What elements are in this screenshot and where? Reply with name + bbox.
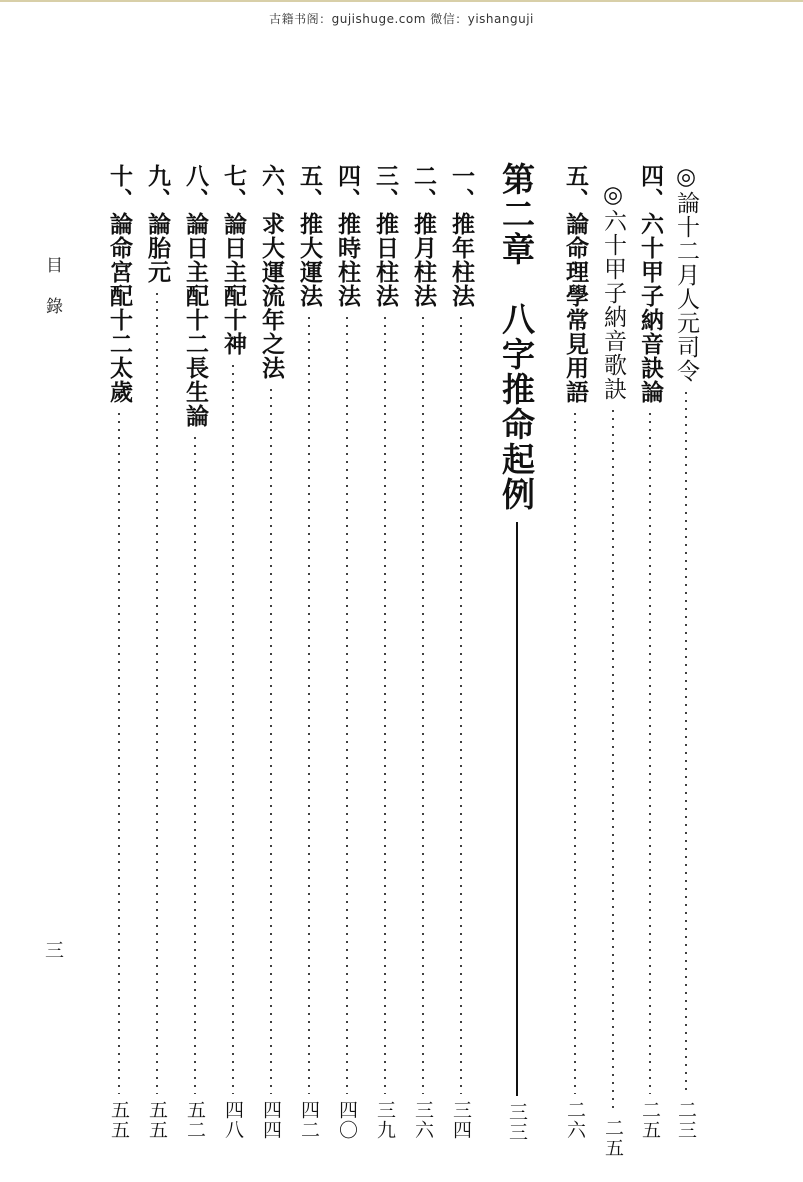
chapter-page: 三三 — [506, 1102, 528, 1142]
toc-entry[interactable] — [674, 164, 697, 1140]
dot-leader — [421, 314, 425, 1094]
toc-entry-title: 八、論日主配十二長生論 — [182, 164, 208, 428]
toc-entry[interactable] — [563, 164, 586, 1140]
dot-leader — [155, 290, 159, 1094]
chapter-heading[interactable] — [497, 162, 536, 1142]
dot-leader — [117, 410, 121, 1094]
toc-entry-title: 九、論胎元 — [144, 164, 170, 284]
dot-leader — [648, 410, 652, 1094]
chapter-title: 第二章 八字推命起例 — [497, 162, 536, 512]
dot-leader — [383, 314, 387, 1094]
toc-entry-page: 二六 — [564, 1100, 586, 1140]
toc-entry-page: 四〇 — [336, 1100, 358, 1140]
toc-entry-title: 一、推年柱法 — [448, 164, 474, 308]
toc-entry-title: 五、推大運法 — [296, 164, 322, 308]
dot-leader — [459, 314, 463, 1094]
toc-entry-page: 四八 — [222, 1100, 244, 1140]
toc-entry-title: 七、論日主配十神 — [220, 164, 246, 356]
toc-entry-title: ◎六十甲子納音歌訣 — [600, 182, 626, 401]
toc-entry[interactable] — [373, 164, 396, 1140]
toc-entry[interactable] — [259, 164, 282, 1140]
dot-leader — [307, 314, 311, 1094]
dot-leader — [231, 362, 235, 1094]
toc-entry[interactable] — [221, 164, 244, 1140]
watermark: 古籍书阁：gujishuge.com 微信：yishanguji — [269, 12, 534, 26]
toc-entry[interactable] — [145, 164, 168, 1140]
margin-section-title: 目錄 — [42, 256, 62, 338]
toc-entry[interactable] — [183, 164, 206, 1140]
toc-entry-title: 三、推日柱法 — [372, 164, 398, 308]
toc-entry-title: 十、論命宮配十二太歲 — [106, 164, 132, 404]
toc-entry-page: 二五 — [602, 1118, 624, 1158]
toc-entry-page: 四四 — [260, 1100, 282, 1140]
top-border — [0, 0, 803, 2]
toc-entry-page: 三四 — [450, 1100, 472, 1140]
toc-entry-title: 四、六十甲子納音訣論 — [637, 164, 663, 404]
toc-entry-page: 三九 — [374, 1100, 396, 1140]
dot-leader — [193, 434, 197, 1094]
toc-entry-page: 五五 — [146, 1100, 168, 1140]
toc-entry[interactable] — [335, 164, 358, 1140]
chapter-rule — [516, 522, 518, 1096]
toc-entry-page: 五二 — [184, 1100, 206, 1140]
dot-leader — [573, 410, 577, 1094]
toc-entry-page: 三六 — [412, 1100, 434, 1140]
toc-entry[interactable] — [297, 164, 320, 1140]
dot-leader — [269, 386, 273, 1094]
toc-entry[interactable] — [449, 164, 472, 1140]
toc-entry-page: 四二 — [298, 1100, 320, 1140]
toc-entry-title: ◎論十二月人元司令 — [673, 164, 699, 383]
toc-entry-page: 二五 — [639, 1100, 661, 1140]
dot-leader — [611, 407, 615, 1112]
dot-leader — [345, 314, 349, 1094]
toc-entry-title: 二、推月柱法 — [410, 164, 436, 308]
toc-entry-title: 四、推時柱法 — [334, 164, 360, 308]
toc-entry[interactable] — [638, 164, 661, 1140]
margin-page-number: 三 — [42, 940, 64, 959]
toc-entry[interactable] — [601, 182, 624, 1158]
toc-entry-page: 二三 — [675, 1100, 697, 1140]
toc-entry-title: 六、求大運流年之法 — [258, 164, 284, 380]
toc-entry[interactable] — [411, 164, 434, 1140]
toc-entry[interactable] — [107, 164, 130, 1140]
toc-entry-title: 五、論命理學常見用語 — [562, 164, 588, 404]
dot-leader — [684, 389, 688, 1094]
toc-entry-page: 五五 — [108, 1100, 130, 1140]
